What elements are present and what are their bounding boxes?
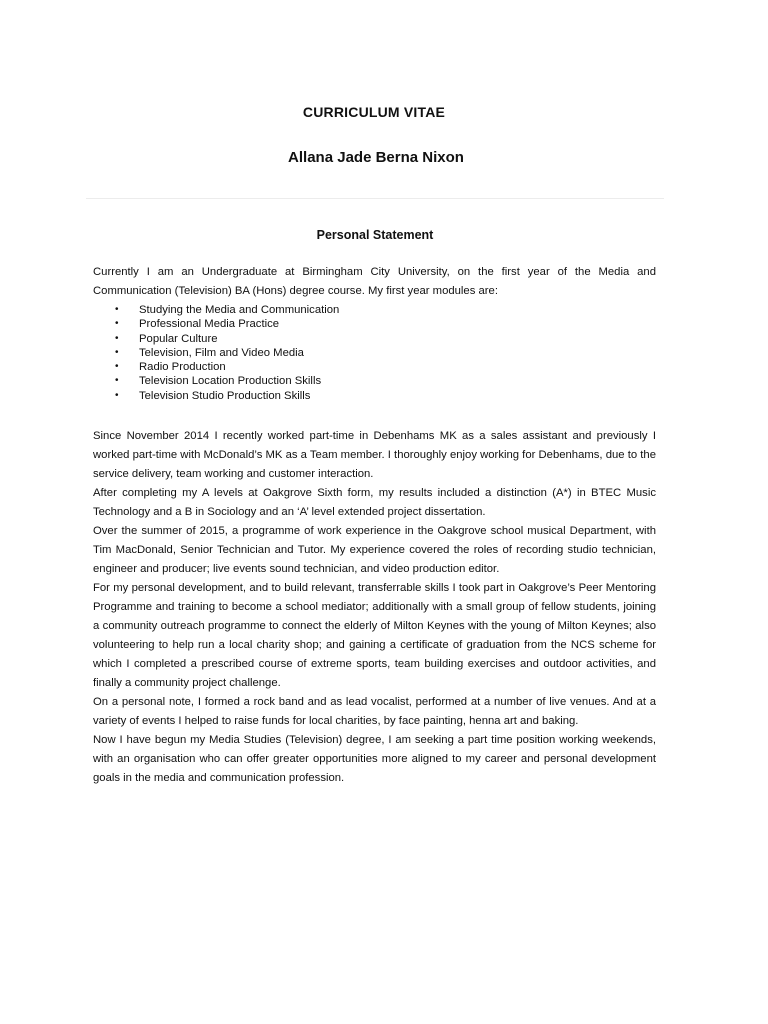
module-label: Professional Media Practice xyxy=(139,318,280,331)
paragraph-a-levels: After completing my A levels at Oakgrove Sixth form, my results included a distinction (A*) in BTEC Music Technology and a B in Sociology and an ‘A’ level extended project dissertation. xyxy=(93,487,656,518)
paragraph-career-goals: Now I have begun my Media Studies (Television) degree, I am seeking a part time position working weekends, with an organisation who can offer greater opportunities more aligned to my career and personal development goals in the media and communication profession. xyxy=(93,734,656,784)
list-item xyxy=(115,317,339,331)
module-label: Television, Film and Video Media xyxy=(139,346,304,359)
bullet-icon: • xyxy=(115,318,119,330)
document-title: CURRICULUM VITAE xyxy=(302,104,446,120)
candidate-name: Allana Jade Berna Nixon xyxy=(288,149,464,166)
module-label: Studying the Media and Communication xyxy=(139,304,340,316)
section-heading-personal-statement: Personal Statement xyxy=(316,228,434,242)
list-item xyxy=(115,303,339,317)
module-label: Television Studio Production Skills xyxy=(139,389,311,402)
list-item xyxy=(115,374,339,388)
modules-list xyxy=(115,303,339,403)
bullet-icon: • xyxy=(115,346,119,358)
module-label: Television Location Production Skills xyxy=(139,375,322,388)
bullet-icon: • xyxy=(115,375,119,387)
intro-text: Currently I am an Undergraduate at Birmingham City University, on the first year of the Media and Communication (Television) BA (Hons) degree course. My first year modules are: xyxy=(93,266,656,297)
module-label: Popular Culture xyxy=(139,332,218,345)
bullet-icon: • xyxy=(115,361,119,373)
bullet-icon: • xyxy=(115,389,119,401)
bullet-icon: • xyxy=(115,332,119,344)
bullet-icon: • xyxy=(115,304,119,315)
statement-body xyxy=(93,427,656,788)
list-item xyxy=(115,346,339,360)
paragraph-personal-development: For my personal development, and to build relevant, transferrable skills I took part in Oakgrove’s Peer Mentoring Programme and training to become a school mediator; additionally with a small group of fellow students, joining a community outreach programme to connect the elderly of Milton Keynes with the young of Milton Keynes; also volunteering to help run a local charity shop; and gaining a certificate of graduation from the NCS scheme for which I completed a prescribed course of extreme sports, team building exercises and outdoor activities, and finally a community project challenge. xyxy=(93,582,656,689)
list-item xyxy=(115,332,339,346)
paragraph-summer-experience: Over the summer of 2015, a programme of work experience in the Oakgrove school musical Department, with Tim MacDonald, Senior Technician and Tutor. My experience covered the roles of recording studio technician, engineer and producer; live events sound technician, and video production editor. xyxy=(93,525,656,575)
paragraph-personal-note: On a personal note, I formed a rock band and as lead vocalist, performed at a number of live venues. And at a variety of events I helped to raise funds for local charities, by face painting, henna art and baking. xyxy=(93,696,656,727)
list-item xyxy=(115,360,339,374)
paragraph-work-experience: Since November 2014 I recently worked part-time in Debenhams MK as a sales assistant and previously I worked part-time with McDonald’s MK as a Team member. I thoroughly enjoy working for Debenhams, due to the service delivery, team working and customer interaction. xyxy=(93,430,656,480)
header-divider xyxy=(86,198,664,199)
module-label: Radio Production xyxy=(139,361,226,374)
list-item xyxy=(115,389,339,403)
intro-paragraph xyxy=(93,263,656,301)
